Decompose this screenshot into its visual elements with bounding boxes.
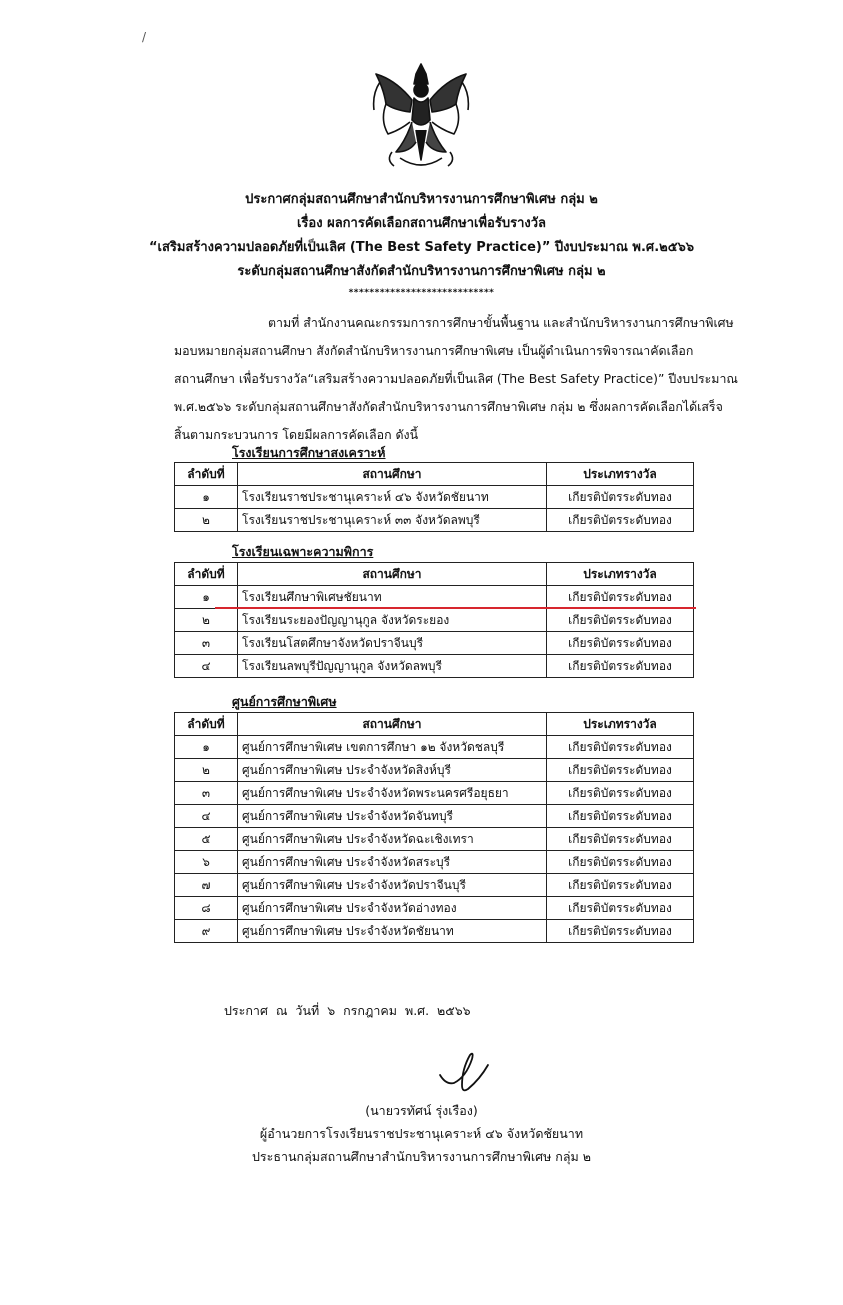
row-no: ๔ [175, 655, 238, 678]
section-title-welfare-schools: โรงเรียนการศึกษาสงเคราะห์ [232, 445, 386, 460]
row-award: เกียรติบัตรระดับทอง [547, 874, 694, 897]
table-row [175, 897, 694, 920]
row-school: ศูนย์การศึกษาพิเศษ ประจำจังหวัดจันทบุรี [238, 805, 547, 828]
row-award: เกียรติบัตรระดับทอง [547, 509, 694, 532]
row-no: ๓ [175, 632, 238, 655]
body-line-2: มอบหมายกลุ่มสถานศึกษา สังกัดสำนักบริหารงานการศึกษาพิเศษ เป็นผู้ดำเนินการพิจารณาคัดเลือก [174, 343, 694, 358]
row-school: โรงเรียนศึกษาพิเศษชัยนาท [238, 586, 547, 609]
row-no: ๙ [175, 920, 238, 943]
handwritten-signature [432, 1045, 512, 1095]
row-no: ๑ [175, 586, 238, 609]
table-row [175, 609, 694, 632]
row-award: เกียรติบัตรระดับทอง [547, 805, 694, 828]
table-row [175, 874, 694, 897]
table-disability-schools [174, 562, 694, 678]
row-school: ศูนย์การศึกษาพิเศษ ประจำจังหวัดสิงห์บุรี [238, 759, 547, 782]
body-line-1: ตามที่ สำนักงานคณะกรรมการการศึกษาขั้นพื้นฐาน และสำนักบริหารงานการศึกษาพิเศษ [268, 315, 734, 330]
header-no: ลำดับที่ [175, 713, 238, 736]
row-no: ๒ [175, 759, 238, 782]
table-welfare-schools [174, 462, 694, 532]
announcement-date: ประกาศ ณ วันที่ ๖ กรกฎาคม พ.ศ. ๒๕๖๖ [224, 1003, 471, 1018]
body-line-4: พ.ศ.๒๕๖๖ ระดับกลุ่มสถานศึกษาสังกัดสำนักบริหารงานการศึกษาพิเศษ กลุ่ม ๒ ซึ่งผลการคัดเลือกได้เสร็จ [174, 399, 723, 414]
header-line-2: เรื่อง ผลการคัดเลือกสถานศึกษาเพื่อรับรางวัล [296, 216, 546, 231]
separator: **************************** [348, 288, 495, 298]
table-row [175, 782, 694, 805]
table-row [175, 586, 694, 609]
row-no: ๒ [175, 609, 238, 632]
row-award: เกียรติบัตรระดับทอง [547, 655, 694, 678]
row-award: เกียรติบัตรระดับทอง [547, 897, 694, 920]
header-line-3: “เสริมสร้างความปลอดภัยที่เป็นเลิศ (The Best Safety Practice)” ปีงบประมาณ พ.ศ.๒๕๖๖ [148, 240, 695, 255]
table-row [175, 632, 694, 655]
row-school: โรงเรียนราชประชานุเคราะห์ ๔๖ จังหวัดชัยนาท [238, 486, 547, 509]
table-row [175, 655, 694, 678]
row-no: ๓ [175, 782, 238, 805]
header-no: ลำดับที่ [175, 563, 238, 586]
header-award: ประเภทรางวัล [547, 713, 694, 736]
table-header-row [175, 563, 694, 586]
row-award: เกียรติบัตรระดับทอง [547, 486, 694, 509]
row-no: ๑ [175, 486, 238, 509]
table-row [175, 486, 694, 509]
table-row [175, 828, 694, 851]
body-line-5: สิ้นตามกระบวนการ โดยมีผลการคัดเลือก ดังนี้ [174, 427, 419, 442]
table-row [175, 851, 694, 874]
header-no: ลำดับที่ [175, 463, 238, 486]
section-title-special-education-centers: ศูนย์การศึกษาพิเศษ [232, 694, 337, 709]
row-award: เกียรติบัตรระดับทอง [547, 632, 694, 655]
row-award: เกียรติบัตรระดับทอง [547, 782, 694, 805]
row-school: ศูนย์การศึกษาพิเศษ ประจำจังหวัดปราจีนบุรี [238, 874, 547, 897]
row-no: ๗ [175, 874, 238, 897]
row-award: เกียรติบัตรระดับทอง [547, 609, 694, 632]
row-school: โรงเรียนลพบุรีปัญญานุกูล จังหวัดลพบุรี [238, 655, 547, 678]
table-row [175, 509, 694, 532]
signer-position: ผู้อำนวยการโรงเรียนราชประชานุเคราะห์ ๔๖ จังหวัดชัยนาท [259, 1126, 584, 1141]
table-row [175, 805, 694, 828]
row-school: โรงเรียนราชประชานุเคราะห์ ๓๓ จังหวัดลพบุรี [238, 509, 547, 532]
row-no: ๘ [175, 897, 238, 920]
header-school: สถานศึกษา [238, 463, 547, 486]
highlight-underline [215, 607, 696, 609]
row-award: เกียรติบัตรระดับทอง [547, 851, 694, 874]
row-school: ศูนย์การศึกษาพิเศษ เขตการศึกษา ๑๒ จังหวัดชลบุรี [238, 736, 547, 759]
row-school: ศูนย์การศึกษาพิเศษ ประจำจังหวัดอ่างทอง [238, 897, 547, 920]
row-award: เกียรติบัตรระดับทอง [547, 736, 694, 759]
header-award: ประเภทรางวัล [547, 563, 694, 586]
table-header-row [175, 463, 694, 486]
header-school: สถานศึกษา [238, 563, 547, 586]
row-school: ศูนย์การศึกษาพิเศษ ประจำจังหวัดพระนครศรีอยุธยา [238, 782, 547, 805]
row-school: ศูนย์การศึกษาพิเศษ ประจำจังหวัดฉะเชิงเทรา [238, 828, 547, 851]
row-no: ๔ [175, 805, 238, 828]
header-line-1: ประกาศกลุ่มสถานศึกษาสำนักบริหารงานการศึกษาพิเศษ กลุ่ม ๒ [245, 192, 598, 207]
header-award: ประเภทรางวัล [547, 463, 694, 486]
garuda-emblem [366, 60, 476, 175]
row-award: เกียรติบัตรระดับทอง [547, 828, 694, 851]
row-award: เกียรติบัตรระดับทอง [547, 759, 694, 782]
section-title-disability-schools: โรงเรียนเฉพาะความพิการ [232, 544, 374, 559]
table-row [175, 759, 694, 782]
row-school: ศูนย์การศึกษาพิเศษ ประจำจังหวัดชัยนาท [238, 920, 547, 943]
table-row [175, 736, 694, 759]
table-row [175, 920, 694, 943]
header-line-4: ระดับกลุ่มสถานศึกษาสังกัดสำนักบริหารงานการศึกษาพิเศษ กลุ่ม ๒ [237, 264, 606, 279]
body-line-3: สถานศึกษา เพื่อรับรางวัล“เสริมสร้างความปลอดภัยที่เป็นเลิศ (The Best Safety Practice)” ปีงบประมาณ [174, 371, 738, 386]
row-school: โรงเรียนระยองปัญญานุกูล จังหวัดระยอง [238, 609, 547, 632]
row-no: ๑ [175, 736, 238, 759]
row-no: ๒ [175, 509, 238, 532]
signer-name: (นายวรทัศน์ รุ่งเรือง) [365, 1103, 478, 1118]
row-no: ๕ [175, 828, 238, 851]
row-award: เกียรติบัตรระดับทอง [547, 920, 694, 943]
table-special-education-centers [174, 712, 694, 943]
stray-mark: / [142, 30, 147, 44]
row-school: ศูนย์การศึกษาพิเศษ ประจำจังหวัดสระบุรี [238, 851, 547, 874]
signer-role: ประธานกลุ่มสถานศึกษาสำนักบริหารงานการศึกษาพิเศษ กลุ่ม ๒ [251, 1149, 591, 1164]
row-no: ๖ [175, 851, 238, 874]
row-school: โรงเรียนโสตศึกษาจังหวัดปราจีนบุรี [238, 632, 547, 655]
header-school: สถานศึกษา [238, 713, 547, 736]
row-award: เกียรติบัตรระดับทอง [547, 586, 694, 609]
table-header-row [175, 713, 694, 736]
